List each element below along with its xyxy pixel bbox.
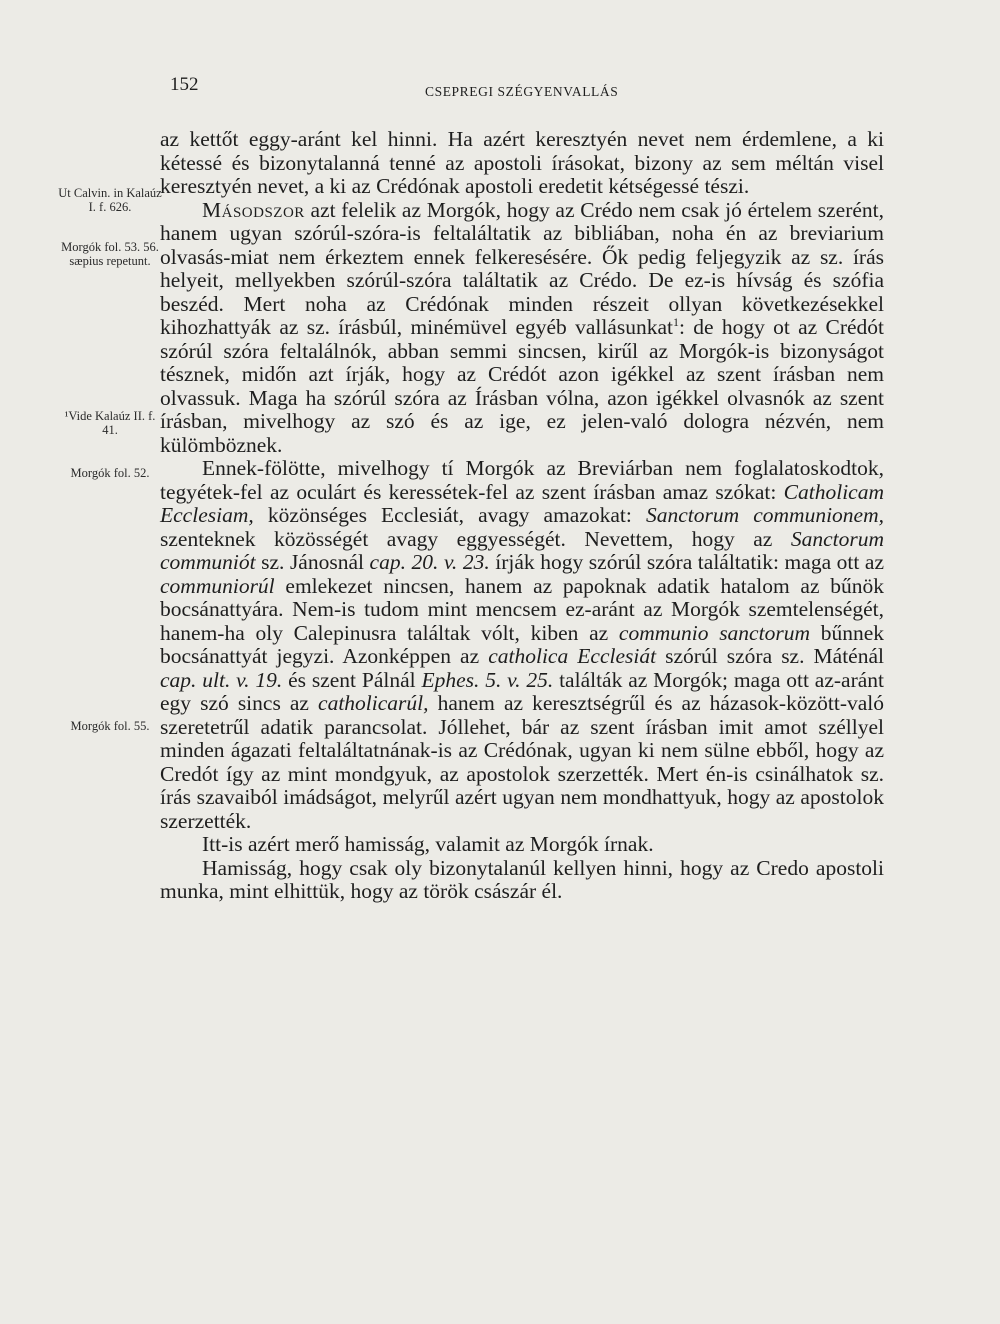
margin-note-morgok-52: Morgók fol. 52. (70, 466, 150, 480)
paragraph-3: Ennek-fölötte, mivelhogy tí Morgók az Breviárban nem foglalatoskodtok, tegyétek-fel az oculárt és keressétek-fel az szent írásban amaz szókat: Catholicam Ecclesiam, közönséges Ecclesiát, avagy amazokat: Sanctorum communionem, szenteknek közösségét avagy eggyességét. Nevettem, hogy az Sanctorum communiót sz. Jánosnál cap. 20. v. 23. írják hogy szórúl szóra találtatik: maga ott az communiorúl emlekezet nincsen, hanem az papoknak adatik hatalom az bűnök bocsánattyára. Nem-is tudom mint mencsem ez-aránt az Morgók szemtelenségét, hanem-ha oly Calepinusra találtak vólt, kiben az communio sanctorum bűnnek bocsánattyát jegyzi. Azonképpen az catholica Ecclesiát szórúl szóra sz. Máténál cap. ult. v. 19. és szent Pálnál Ephes. 5. v. 25. találták az Morgók; maga ott az-aránt egy szó sincs az catholicarúl, hanem az keresztségrűl és az házasok-között-való szeretetrűl adatik parancsolat. Jóllehet, bár az szent írásban imit amot széllyel minden ágazati feltaláltatnának-is az Crédónak, ugyan ki nem sülne ebből, hogy az Credót így az mint mondgyuk, az apostolok szerzették. Mert én-is csinálhatok sz. írás szavaiból imádságot, melyrűl azért ugyan nem mondhattyuk, hogy az apostolok szerzették. (160, 456, 885, 833)
margin-note-morgok-55: Morgók fol. 55. (70, 719, 150, 733)
margin-note-calvin: Ut Calvin. in Kalaúz I. f. 626. (58, 186, 162, 214)
paragraph-2-lead: Másodszor (202, 197, 305, 222)
margin-note-vide-kalauz: ¹Vide Kalaúz II. f. 41. (64, 409, 156, 437)
paragraph-2: Másodszor azt felelik az Morgók, hogy az Crédo nem csak jó értelem szerént, hanem ugyan szórúl-szóra-is feltaláltatik az bibliában, noha én az breviarium olvasás-miat nem érkeztem ennek felkeresésére. Ők pedig feljegyzik az sz. írás helyeit, mellyekben szórúl-szóra találtatik az Crédo. De ez-is hívság és szófia beszéd. Mert noha az Crédónak minden részeit ollyan következésekkel kihozhattyák az sz. írásbúl, minémüvel egyéb vallásunkat$^1$: de hogy ot az Crédót szórúl szóra feltalálnók, abban semmi sincsen, kirűl az Morgók-is bizonyságot tésznek, midőn azt írják, hogy az Crédót azon igékkel az szent írásban nem olvassuk. Maga ha szórúl szóra az Írásban vólna, azon igékkel olvasnók az szent írásban, mivelhogy az szó és az ige, ez jelen-való dologra nézvén, nem külömböznek. (160, 197, 885, 457)
page-number: 152 (170, 74, 199, 95)
running-title: CSEPREGI SZÉGYENVALLÁS (425, 84, 619, 99)
paragraph-1: az kettőt eggy-aránt kel hinni. Ha azért keresztyén nevet nem érdemlene, a ki kétessé és bizonytalanná tenné az apostoli írásokat, bizony az sem méltán visel keresztyén nevet, a ki az Crédónak apostoli eredetit kétségessé tészi. (160, 127, 884, 198)
paragraph-5: Hamisság, hogy csak oly bizonytalanúl kellyen hinni, hogy az Credo apostoli munka, mint elhittük, hogy az török császár él. (160, 855, 884, 903)
paragraph-4: Itt-is azért merő hamisság, valamit az Morgók írnak. (202, 832, 654, 856)
footnote-marker: 1 (673, 314, 679, 329)
margin-note-morgok-53: Morgók fol. 53. 56. sæpius repetunt. (61, 240, 159, 268)
body-text (160, 128, 884, 904)
page-header (0, 74, 1000, 104)
